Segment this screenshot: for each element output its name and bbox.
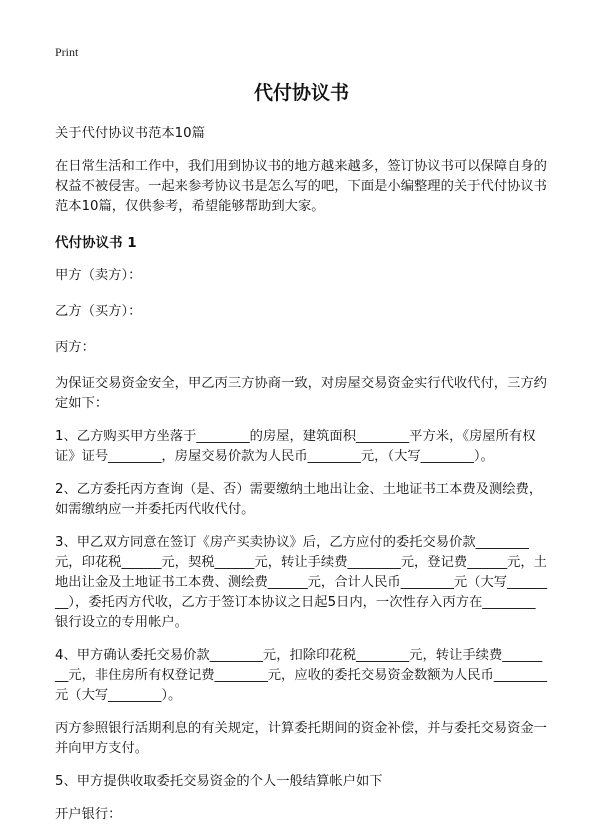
document-subtitle: 关于代付协议书范本10篇 xyxy=(55,126,205,141)
clause-2: 2、乙方委托丙方查询（是、否）需要缴纳土地出让金、土地证书工本费及测绘费，如需缴纳应一并委托丙代收代付。 xyxy=(55,482,543,517)
clause-4: 4、甲方确认委托交易价款________元，扣除印花税________元，转让手续费________元，非住房所有权登记费________元，应收的委托交易资金数额为人民币________元（大写________）。 xyxy=(55,648,547,703)
clause-3: 3、甲乙双方同意在签订《房产买卖协议》后，乙方应付的委托交易价款________元，印花税______元，契税______元，转让手续费________元，登记费______元，土地出让金及土地证书工本费、测绘费______元，合计人民币________元（大写________），委托丙方代收，乙方于签订本协议之日起5日内，一次性存入丙方在________银行设立的专用帐户。 xyxy=(55,535,547,630)
print-link[interactable]: Print xyxy=(55,45,79,59)
clause-4-note: 丙方参照银行活期利息的有关规定，计算委托期间的资金补偿，并与委托交易资金一并向甲方支付。 xyxy=(55,721,547,756)
section-heading: 代付协议书 1 xyxy=(55,235,137,251)
clause-1: 1、乙方购买甲方坐落于________的房屋，建筑面积________平方米，《房屋所有权证》证号________，房屋交易价款为人民币________元，（大写________）。 xyxy=(55,429,536,464)
party-a-line: 甲方（卖方）： xyxy=(55,268,142,283)
preamble-paragraph: 为保证交易资金安全，甲乙丙三方协商一致，对房屋交易资金实行代收代付，三方约定如下： xyxy=(55,376,547,411)
bank-label: 开户银行： xyxy=(55,807,122,822)
intro-paragraph: 在日常生活和工作中，我们用到协议书的地方越来越多，签订协议书可以保障自身的权益不被侵害。一起来参考协议书是怎么写的吧，下面是小编整理的关于代付协议书范本10篇，仅供参考，希望能够帮助到大家。 xyxy=(55,159,547,214)
document-title: 代付协议书 xyxy=(253,82,349,104)
clause-5: 5、甲方提供收取委托交易资金的个人一般结算帐户如下 xyxy=(55,774,383,789)
party-b-line: 乙方（买方）： xyxy=(55,304,142,319)
party-c-line: 丙方： xyxy=(55,340,95,355)
